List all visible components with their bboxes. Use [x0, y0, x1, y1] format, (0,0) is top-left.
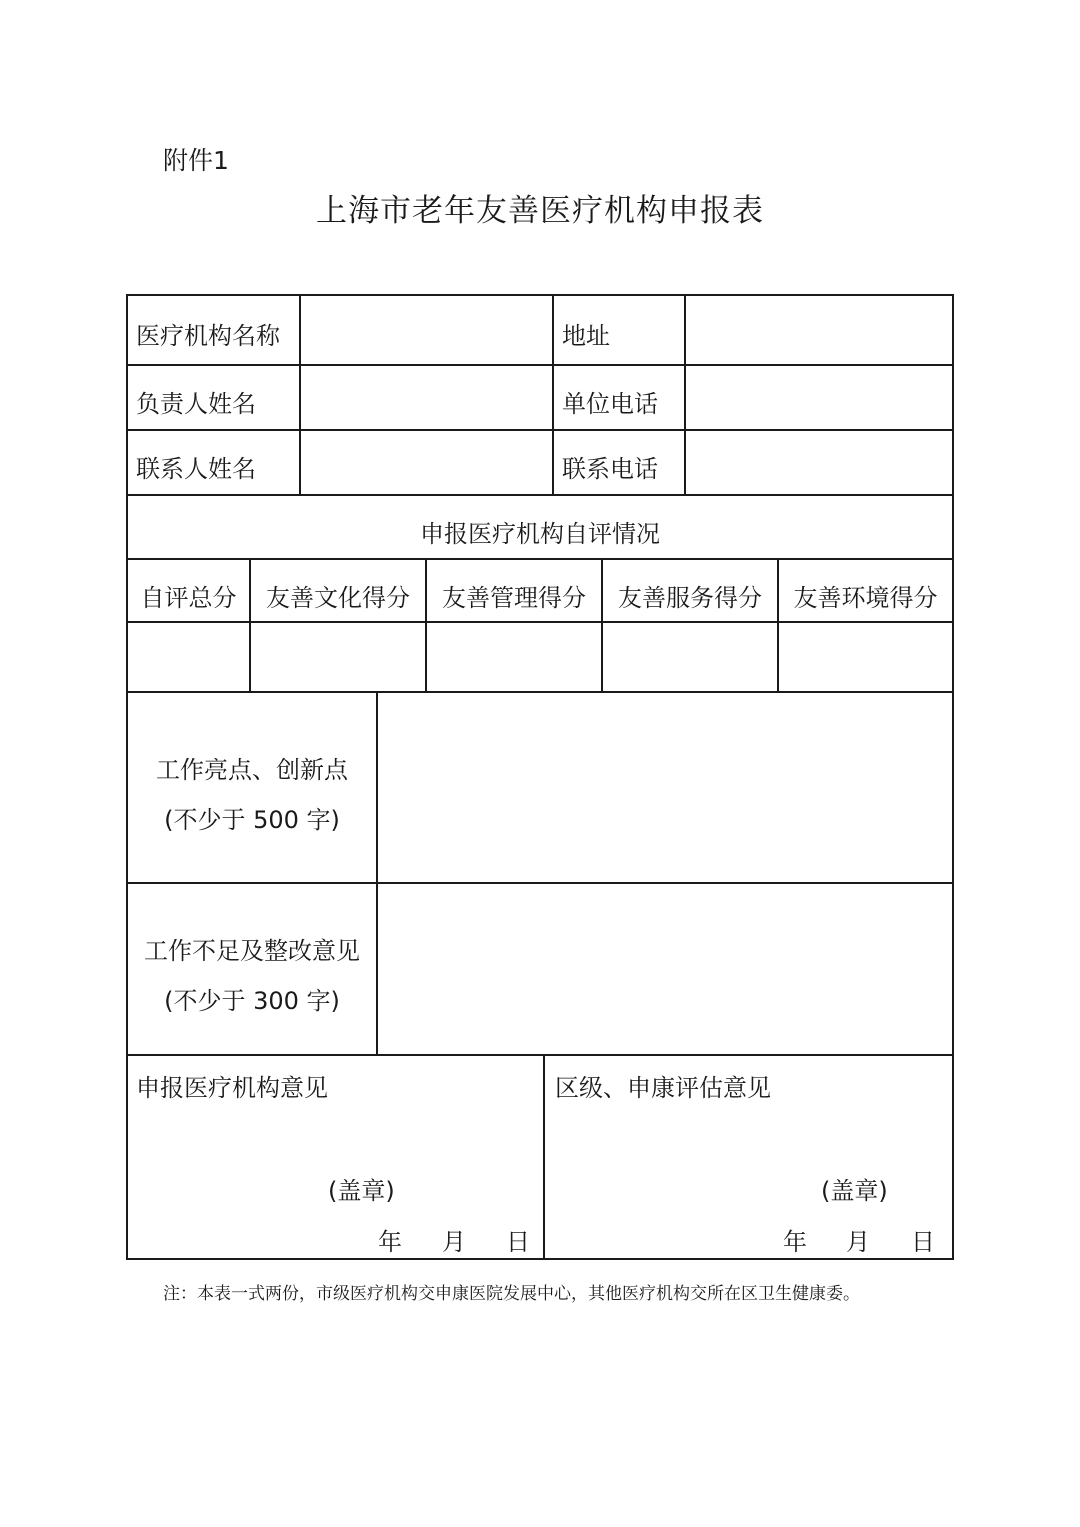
row-divider: [126, 1054, 954, 1056]
evaluation-date-month: 月: [846, 1228, 870, 1256]
column-divider: [552, 294, 554, 496]
institution-date-year: 年: [378, 1228, 402, 1256]
table-border-bottom: [126, 1258, 954, 1260]
contact-name-field[interactable]: [301, 431, 552, 494]
institution-date-day: 日: [506, 1228, 530, 1256]
form-footnote: 注：本表一式两份，市级医疗机构交申康医院发展中心，其他医疗机构交所在区卫生健康委。: [163, 1284, 860, 1304]
row-divider: [126, 494, 954, 496]
contact-phone-field[interactable]: [686, 431, 952, 494]
institution-opinion-label: 申报医疗机构意见: [136, 1074, 328, 1102]
person-in-charge-label: 负责人姓名: [136, 390, 256, 418]
table-border-right: [952, 294, 954, 1260]
self-evaluation-section-title: 申报医疗机构自评情况: [420, 520, 660, 548]
score-header-culture: 友善文化得分: [266, 584, 410, 612]
address-field[interactable]: [686, 296, 952, 364]
evaluation-opinion-field[interactable]: [545, 1109, 952, 1169]
attachment-label: 附件1: [163, 146, 229, 175]
institution-seal-label: (盖章): [328, 1177, 395, 1205]
score-culture-field[interactable]: [251, 623, 425, 691]
shortcomings-label: 工作不足及整改意见: [144, 937, 360, 965]
evaluation-date-day: 日: [911, 1228, 935, 1256]
score-header-environment: 友善环境得分: [793, 584, 938, 612]
score-service-field[interactable]: [603, 623, 777, 691]
unit-phone-label: 单位电话: [562, 390, 658, 418]
shortcomings-word-requirement: (不少于 300 字): [164, 987, 340, 1015]
institution-date-month: 月: [442, 1228, 466, 1256]
highlights-field[interactable]: [378, 693, 952, 882]
score-header-management: 友善管理得分: [442, 584, 586, 612]
score-header-service: 友善服务得分: [618, 584, 762, 612]
evaluation-seal-label: (盖章): [821, 1177, 888, 1205]
institution-opinion-field[interactable]: [128, 1109, 543, 1169]
unit-phone-field[interactable]: [686, 366, 952, 429]
institution-name-label: 医疗机构名称: [136, 322, 280, 350]
highlights-word-requirement: (不少于 500 字): [164, 806, 340, 834]
contact-name-label: 联系人姓名: [136, 455, 256, 483]
evaluation-opinion-label: 区级、申康评估意见: [555, 1074, 771, 1102]
score-management-field[interactable]: [427, 623, 601, 691]
institution-name-field[interactable]: [301, 296, 552, 364]
shortcomings-field[interactable]: [378, 884, 952, 1054]
evaluation-date-year: 年: [783, 1228, 807, 1256]
person-in-charge-field[interactable]: [301, 366, 552, 429]
score-header-total: 自评总分: [140, 584, 237, 612]
highlights-label: 工作亮点、创新点: [156, 756, 348, 784]
application-form-table: [126, 294, 954, 1260]
score-environment-field[interactable]: [779, 623, 952, 691]
form-title: 上海市老年友善医疗机构申报表: [316, 193, 764, 229]
score-total-field[interactable]: [128, 623, 249, 691]
contact-phone-label: 联系电话: [562, 455, 658, 483]
address-label: 地址: [562, 322, 610, 350]
